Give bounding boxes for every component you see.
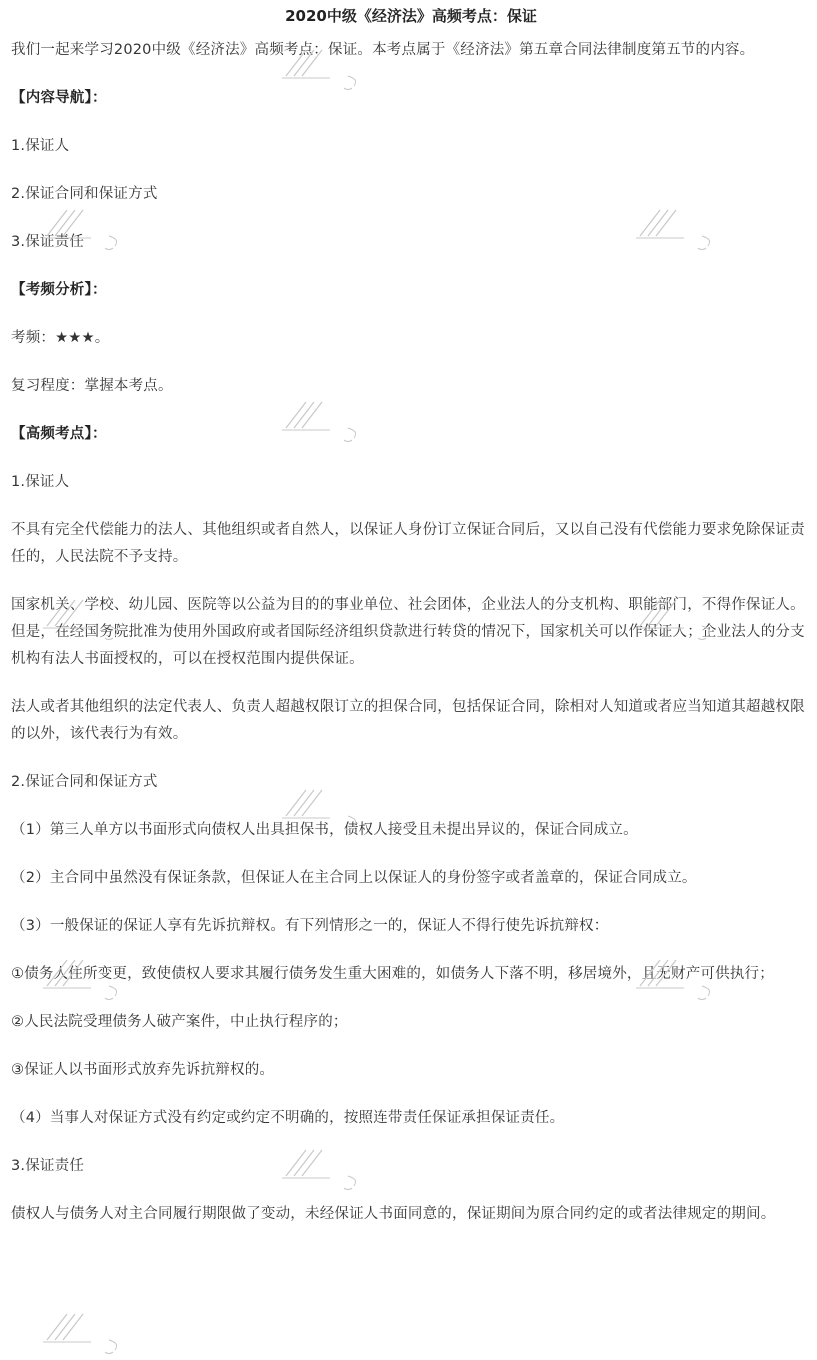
section2-item-2: （2）主合同中虽然没有保证条款，但保证人在主合同上以保证人的身份签字或者盖章的，保证合同成立。 <box>11 870 697 886</box>
section2-item-3: （3）一般保证的保证人享有先诉抗辩权。有下列情形之一的，保证人不得行使先诉抗辩权： <box>11 918 609 934</box>
section3-paragraph-1: 债权人与债务人对主合同履行期限做了变动，未经保证人书面同意的，保证期间为原合同约定的或者法律规定的期间。 <box>11 1206 776 1222</box>
nav-item-liability: 3.保证责任 <box>11 234 85 250</box>
section3-heading: 3.保证责任 <box>11 1158 85 1174</box>
review-line: 复习程度：掌握本考点。 <box>11 378 173 394</box>
nav-heading: 【内容导航】： <box>11 90 107 106</box>
section2-item-4: ①债务人住所变更，致使债权人要求其履行债务发生重大困难的，如债务人下落不明，移居境外，且无财产可供执行； <box>11 966 774 982</box>
section1-paragraph-1: 不具有完全代偿能力的法人、其他组织或者自然人，以保证人身份订立保证合同后，又以自己没有代偿能力要求免除保证责任的，人民法院不予支持。 <box>11 522 805 565</box>
points-heading: 【高频考点】： <box>11 426 107 442</box>
freq-heading: 【考频分析】： <box>11 282 107 298</box>
freq-line: 考频：★★★。 <box>11 330 110 346</box>
section2-item-1: （1）第三人单方以书面形式向债权人出具担保书，债权人接受且未提出异议的，保证合同成立。 <box>11 822 638 838</box>
section2-heading: 2.保证合同和保证方式 <box>11 774 158 790</box>
section1-paragraph-3: 法人或者其他组织的法定代表人、负责人超越权限订立的担保合同，包括保证合同，除相对人知道或者应当知道其超越权限的以外，该代表行为有效。 <box>11 699 805 742</box>
section1-heading: 1.保证人 <box>11 474 70 490</box>
nav-item-contract-and-method: 2.保证合同和保证方式 <box>11 186 158 202</box>
section2-item-5: ②人民法院受理债务人破产案件，中止执行程序的； <box>11 1014 348 1030</box>
section2-item-6: ③保证人以书面形式放弃先诉抗辩权的。 <box>11 1062 275 1078</box>
article-title: 2020中级《经济法》高频考点：保证 <box>285 7 537 25</box>
section2-item-7: （4）当事人对保证方式没有约定或约定不明确的，按照连带责任保证承担保证责任。 <box>11 1110 565 1126</box>
nav-item-guarantor: 1.保证人 <box>11 138 70 154</box>
section1-paragraph-2: 国家机关、学校、幼儿园、医院等以公益为目的的事业单位、社会团体，企业法人的分支机构、职能部门，不得作保证人。但是，在经国务院批准为使用外国政府或者国际经济组织贷款进行转贷的情况下，国家机关可以作保证人；企业法人的分支机构有法人书面授权的，可以在授权范围内提供保证。 <box>11 597 805 667</box>
intro-paragraph: 我们一起来学习2020中级《经济法》高频考点：保证。本考点属于《经济法》第五章合同法律制度第五节的内容。 <box>11 42 755 58</box>
